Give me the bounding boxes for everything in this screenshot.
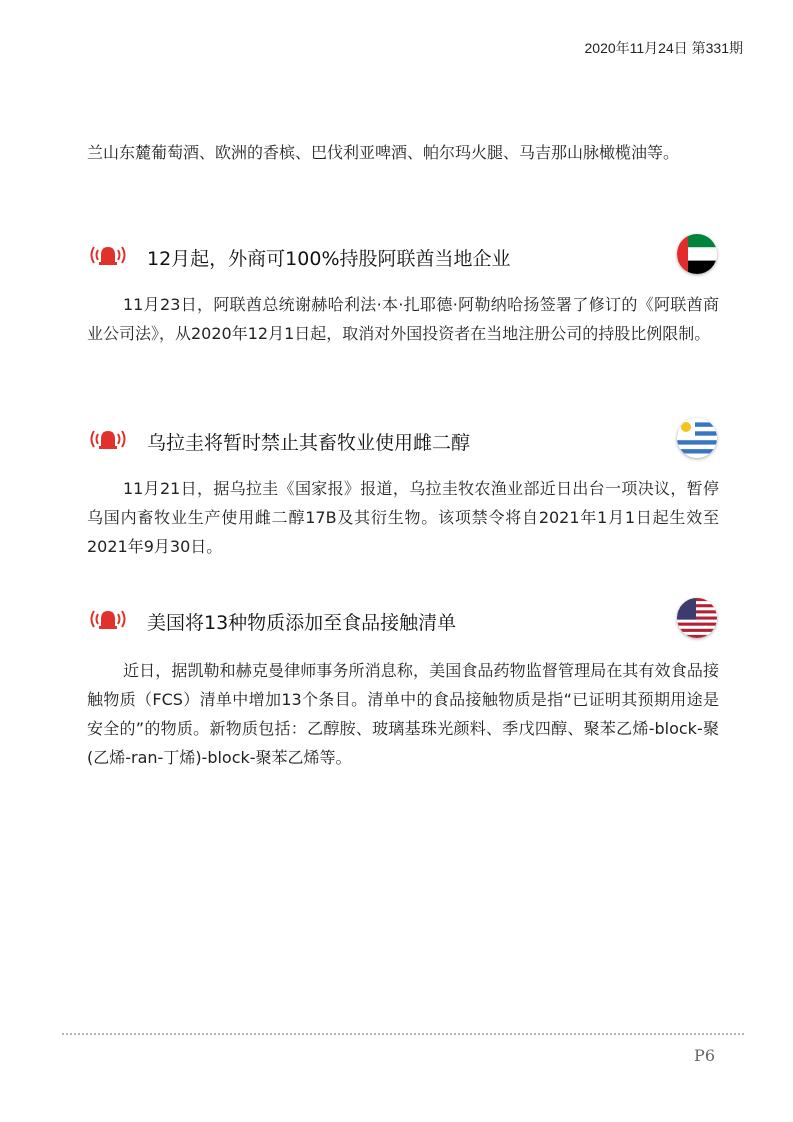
footer-divider: [62, 1033, 744, 1035]
alarm-bell-icon: [87, 607, 129, 631]
section-title: 乌拉圭将暂时禁止其畜牧业使用雌二醇: [147, 432, 471, 454]
header-date-issue: 2020年11月24日 第331期: [584, 40, 743, 56]
section-header-uruguay: [87, 418, 717, 462]
section-body: 11月23日，阿联酋总统谢赫哈利法·本·扎耶德·阿勒纳哈扬签署了修订的《阿联酋商业公司法》，从2020年12月1日起，取消对外国投资者在当地注册公司的持股比例限制。: [87, 295, 719, 343]
usa-flag-icon: [677, 598, 717, 638]
alarm-bell-icon: [87, 243, 129, 267]
section-header-usa: [87, 598, 717, 642]
page-number: P6: [694, 1046, 715, 1065]
section-header-uae: [87, 234, 717, 278]
section-title: 12月起，外商可100%持股阿联酋当地企业: [147, 248, 511, 270]
alarm-bell-icon: [87, 427, 129, 451]
section-body: 近日，据凯勒和赫克曼律师事务所消息称，美国食品药物监督管理局在其有效食品接触物质（FCS）清单中增加13个条目。清单中的食品接触物质是指“已证明其预期用途是安全的”的物质。新物质包括：乙醇胺、玻璃基珠光颜料、季戊四醇、聚苯乙烯-block-聚(乙烯-ran-丁烯)-block-聚苯乙烯等。: [87, 661, 719, 767]
section-title: 美国将13种物质添加至食品接触清单: [147, 612, 457, 634]
uruguay-flag-icon: [677, 418, 717, 458]
intro-continuation: 兰山东麓葡萄酒、欧洲的香槟、巴伐利亚啤酒、帕尔玛火腿、马吉那山脉橄榄油等。: [87, 143, 680, 162]
uae-flag-icon: [677, 234, 717, 274]
section-body: 11月21日，据乌拉圭《国家报》报道，乌拉圭牧农渔业部近日出台一项决议，暂停乌国内畜牧业生产使用雌二醇17B及其衍生物。该项禁令将自2021年1月1日起生效至2021年9月30日。: [87, 479, 719, 556]
